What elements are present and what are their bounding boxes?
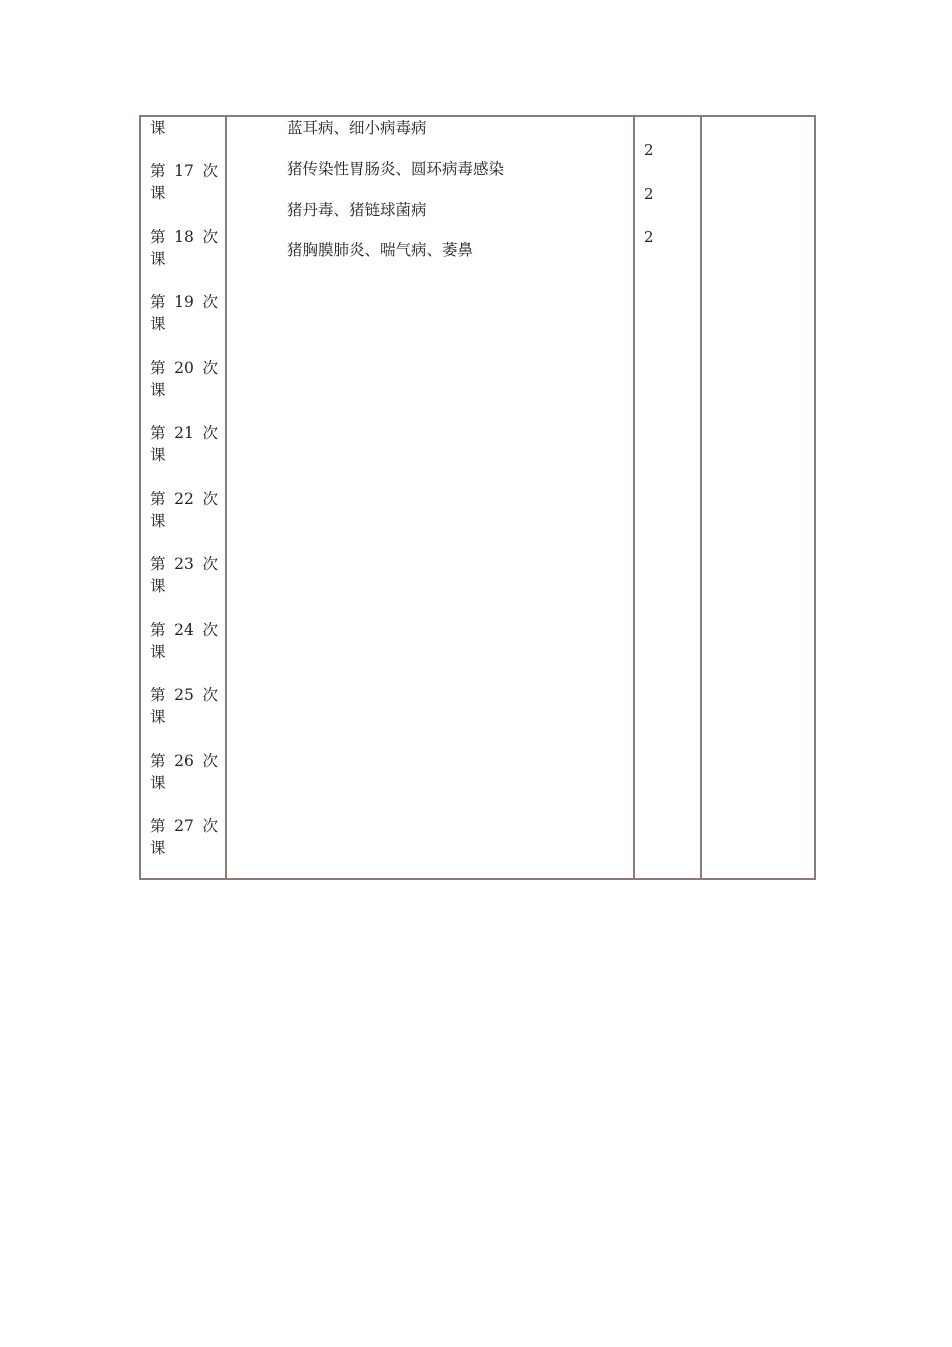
- topic-4: 猪胸膜肺炎、喘气病、萎鼻: [287, 241, 474, 259]
- column-divider-2: [633, 117, 635, 878]
- lesson-suffix-line2: 课: [150, 512, 166, 530]
- lesson-number: 25: [174, 686, 194, 704]
- column-divider-1: [225, 117, 227, 878]
- lesson-prefix: 第: [150, 162, 166, 180]
- lesson-prefix: 第: [150, 293, 166, 311]
- lesson-prefix: 第: [150, 752, 166, 770]
- hours-3: 2: [644, 228, 654, 246]
- lesson-label-20: [150, 357, 220, 401]
- lesson-suffix: 次: [202, 490, 218, 508]
- lesson-suffix-line2: 课: [150, 839, 166, 857]
- lesson-number: 19: [174, 293, 194, 311]
- lesson-prefix: 第: [150, 424, 166, 442]
- lesson-label-27: [150, 815, 220, 859]
- lesson-prefix: 第: [150, 490, 166, 508]
- lesson-label-17: [150, 160, 220, 204]
- lesson-suffix-line2: 课: [150, 643, 166, 661]
- lesson-label-26: [150, 750, 220, 794]
- hours-2: 2: [644, 185, 654, 203]
- lesson-suffix: 次: [202, 293, 218, 311]
- lesson-suffix: 次: [202, 621, 218, 639]
- lesson-prefix: 第: [150, 686, 166, 704]
- lesson-prefix: 第: [150, 817, 166, 835]
- hours-1: 2: [644, 141, 654, 159]
- lesson-number: 24: [174, 621, 194, 639]
- lesson-suffix-line2: 课: [150, 577, 166, 595]
- lesson-label-21: [150, 422, 220, 466]
- lesson-label-19: [150, 291, 220, 335]
- column-divider-3: [700, 117, 702, 878]
- topic-2: 猪传染性胃肠炎、圆环病毒感染: [287, 160, 505, 178]
- lesson-prefix: 第: [150, 228, 166, 246]
- continued-lesson-label: 课: [150, 119, 166, 137]
- lesson-number: 26: [174, 752, 194, 770]
- lesson-suffix: 次: [202, 228, 218, 246]
- lesson-number: 18: [174, 228, 194, 246]
- lesson-suffix-line2: 课: [150, 446, 166, 464]
- lesson-label-25: [150, 684, 220, 728]
- lesson-number: 22: [174, 490, 194, 508]
- schedule-table: [139, 115, 816, 880]
- lesson-suffix-line2: 课: [150, 381, 166, 399]
- lesson-label-24: [150, 619, 220, 663]
- lesson-suffix-line2: 课: [150, 250, 166, 268]
- lesson-suffix: 次: [202, 752, 218, 770]
- lesson-prefix: 第: [150, 359, 166, 377]
- lesson-suffix: 次: [202, 424, 218, 442]
- lesson-label-18: [150, 226, 220, 270]
- lesson-prefix: 第: [150, 621, 166, 639]
- lesson-suffix-line2: 课: [150, 184, 166, 202]
- lesson-suffix: 次: [202, 686, 218, 704]
- lesson-suffix-line2: 课: [150, 774, 166, 792]
- lesson-number: 23: [174, 555, 194, 573]
- lesson-prefix: 第: [150, 555, 166, 573]
- lesson-suffix-line2: 课: [150, 708, 166, 726]
- lesson-suffix: 次: [202, 359, 218, 377]
- lesson-suffix: 次: [202, 162, 218, 180]
- lesson-number: 17: [174, 162, 194, 180]
- lesson-number: 20: [174, 359, 194, 377]
- topic-3: 猪丹毒、猪链球菌病: [287, 201, 427, 219]
- lesson-label-23: [150, 553, 220, 597]
- lesson-suffix-line2: 课: [150, 315, 166, 333]
- lesson-number: 21: [174, 424, 194, 442]
- lesson-label-22: [150, 488, 220, 532]
- lesson-suffix: 次: [202, 817, 218, 835]
- lesson-suffix: 次: [202, 555, 218, 573]
- lesson-number: 27: [174, 817, 194, 835]
- topic-1: 蓝耳病、细小病毒病: [287, 119, 427, 137]
